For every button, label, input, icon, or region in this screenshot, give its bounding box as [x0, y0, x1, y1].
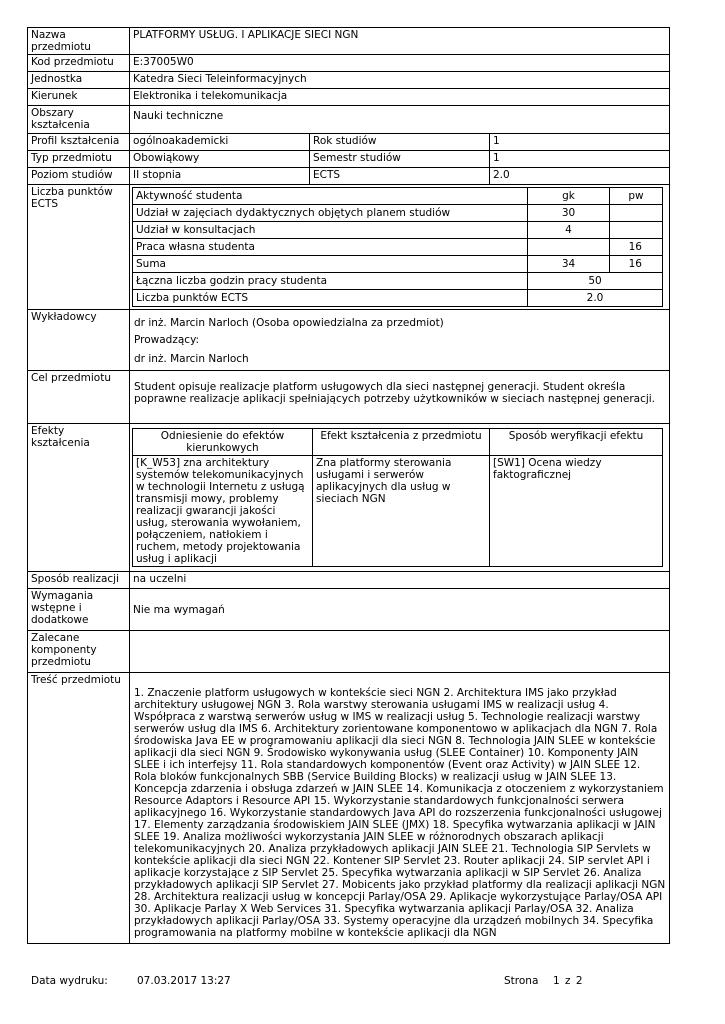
value-wymagania: Nie ma wymagań [130, 589, 670, 631]
ects-row-gk: 34 [528, 256, 610, 273]
course-card [27, 27, 670, 944]
ects-header-pw: pw [610, 188, 663, 205]
ects-row-gk [528, 239, 610, 256]
value-obszary: Nauki techniczne [130, 106, 670, 134]
effects-header-ref: Odniesienie do efektów kierunkowych [133, 429, 313, 456]
value-poziom: II stopnia [130, 168, 310, 185]
effects-verification: [SW1] Ocena wiedzy faktograficznej [490, 456, 663, 567]
effects-table [132, 428, 663, 567]
ects-row-gk: 4 [528, 222, 610, 239]
label-wykladowcy: Wykładowcy [28, 310, 130, 371]
ects-total-points-value: 2.0 [528, 290, 663, 307]
label-profil: Profil kształcenia [28, 134, 130, 151]
label-zalecane: Zalecane komponenty przedmiotu [28, 631, 130, 673]
label-ects-points: Liczba punktów ECTS [28, 185, 130, 310]
value-cel: Student opisuje realizacje platform usługowych dla sieci następnej generacji. Student określa poprawne realizacje aplikacji spełniających potrzeby użytkowników w sieciach następnej generacji. [130, 371, 670, 424]
label-jednostka: Jednostka [28, 72, 130, 89]
ects-row-name: Udział w zajęciach dydaktycznych objętych planem studiów [133, 205, 528, 222]
effects-effect: Zna platformy sterowania usługami i serwerów aplikacyjnych dla usług w sieciach NGN [313, 456, 490, 567]
label-cel: Cel przedmiotu [28, 371, 130, 424]
ects-header-gk: gk [528, 188, 610, 205]
label-ects: ECTS [310, 168, 490, 185]
value-kierunek: Elektronika i telekomunikacja [130, 89, 670, 106]
ects-row-pw [610, 222, 663, 239]
label-sposob: Sposób realizacji [28, 572, 130, 589]
ects-row-gk: 30 [528, 205, 610, 222]
label-semestr: Semestr studiów [310, 151, 490, 168]
lecturer-responsible: dr inż. Marcin Narloch (Osoba opowiedzialna za przedmiot) [134, 317, 444, 329]
ects-total-hours-value: 50 [528, 273, 663, 290]
value-sposob: na uczelni [130, 572, 670, 589]
ects-table [132, 187, 663, 307]
value-rok: 1 [490, 134, 670, 151]
ects-total-points-label: Liczba punktów ECTS [133, 290, 528, 307]
ects-header-activity: Aktywność studenta [133, 188, 528, 205]
label-rok: Rok studiów [310, 134, 490, 151]
value-profil: ogólnoakademicki [130, 134, 310, 151]
print-date-label: Data wydruku: [31, 975, 108, 987]
label-kierunek: Kierunek [28, 89, 130, 106]
value-tresc: 1. Znaczenie platform usługowych w kontekście sieci NGN 2. Architektura IMS jako przykład architektury usługowej NGN 3. Rola warstwy sterowania usługami IMS w realizacji usług 4. Współpraca z warstwą serwerów usług w IMS w realizacji usług 5. Technologie realizacji warstwy serwerów usług dla IMS 6. Architektury zorientowane komponentowo w aplikacjach dla NGN 7. Rola środowiska Java EE w programowaniu aplikacji dla sieci NGN 8. Technologia JAIN SLEE w kontekście aplikacji dla sieci NGN 9. Środowisko wykonywania usług (SLEE Container) 10. Komponenty JAIN SLEE i ich interfejsy 11. Rola standardowych komponentów (Event oraz Activity) w JAIN SLEE 12. Rola bloków funkcjonalnych SBB (Service Building Blocks) w realizacji usług w JAIN SLEE 13. Koncepcja zdarzenia i obsługa zdarzeń w JAIN SLEE 14. Komunikacja z otoczeniem z wykorzystaniem Resource Adaptors i Resource API 15. Wykorzystanie standardowych funkcjonalności serwera aplikacyjnego 16. Wykorzystanie standardowych Java API do rozszerzenia funkcjonalności usługowej 17. Elementy zarządzania środowiskiem JAIN SLEE (JMX) 18. Specyfika wytwarzania aplikacji w JAIN SLEE 19. Analiza możliwości wykorzystania JAIN SLEE w różnorodnych obszarach aplikacji telekomunikacyjnych 20. Analiza przykładowych aplikacji JAIN SLEE 21. Technologia SIP Servlets w kontekście aplikacji dla sieci NGN 22. Kontener SIP Servlet 23. Router aplikacji 24. SIP servlet API i aplikacje korzystające z SIP Servlet 25. Specyfika wytwarzania aplikacji w SIP Servlet 26. Analiza przykładowych aplikacji SIP Servlet 27. Mobicents jako przykład platformy dla realizacji aplikacji NGN 28. Architektura realizacji usług w koncepcji Parlay/OSA 29. Aplikacje wykorzystujące Parlay/OSA API 30. Aplikacje Parlay X Web Services 31. Specyfika wytwarzania aplikacji Parlay/OSA 32. Analiza przykładowych aplikacji Parlay/OSA 33. Systemy operacyjne dla urządzeń mobilnych 34. Specyfika programowania na platformy mobilne w kontekście aplikacji dla NGN [130, 673, 670, 944]
value-kod: E:37005W0 [130, 55, 670, 72]
ects-row-name: Praca własna studenta [133, 239, 528, 256]
label-obszary: Obszary kształcenia [28, 106, 130, 134]
value-jednostka: Katedra Sieci Teleinformacyjnych [130, 72, 670, 89]
print-date: 07.03.2017 13:27 [137, 975, 231, 987]
label-nazwa: Nazwa przedmiotu [28, 28, 130, 55]
ects-row-pw: 16 [610, 239, 663, 256]
value-ects: 2.0 [490, 168, 670, 185]
label-efekty: Efekty kształcenia [28, 424, 130, 572]
lecturers-heading: Prowadzący: [134, 334, 200, 346]
value-typ: Obowiąkowy [130, 151, 310, 168]
value-zalecane [130, 631, 670, 673]
effects-ref: [K_W53] zna architektury systemów telekomunikacyjnych w technologii Internetu z usługą transmisji mowy, problemy realizacji gwarancji jakości usług, sterowania wywołaniem, połączeniem, natłokiem i ruchem, metody projektowania usług i aplikacji [133, 456, 313, 567]
effects-header-effect: Efekt kształcenia z przedmiotu [313, 429, 490, 456]
effects-header-verification: Sposób weryfikacji efektu [490, 429, 663, 456]
value-nazwa: PLATFORMY USŁUG. I APLIKACJE SIECI NGN [130, 28, 670, 55]
ects-row-name: Suma [133, 256, 528, 273]
ects-row-pw: 16 [610, 256, 663, 273]
label-kod: Kod przedmiotu [28, 55, 130, 72]
page-number: 1 z 2 [553, 975, 583, 987]
label-wymagania: Wymagania wstępne i dodatkowe [28, 589, 130, 631]
lecturer-name: dr inż. Marcin Narloch [134, 353, 249, 365]
page-label: Strona [504, 975, 539, 987]
value-semestr: 1 [490, 151, 670, 168]
label-typ: Typ przedmiotu [28, 151, 130, 168]
label-tresc: Treść przedmiotu [28, 673, 130, 944]
ects-total-hours-label: Łączna liczba godzin pracy studenta [133, 273, 528, 290]
course-table [27, 27, 670, 944]
ects-row-pw [610, 205, 663, 222]
ects-row-name: Udział w konsultacjach [133, 222, 528, 239]
page-footer [31, 975, 631, 989]
label-poziom: Poziom studiów [28, 168, 130, 185]
